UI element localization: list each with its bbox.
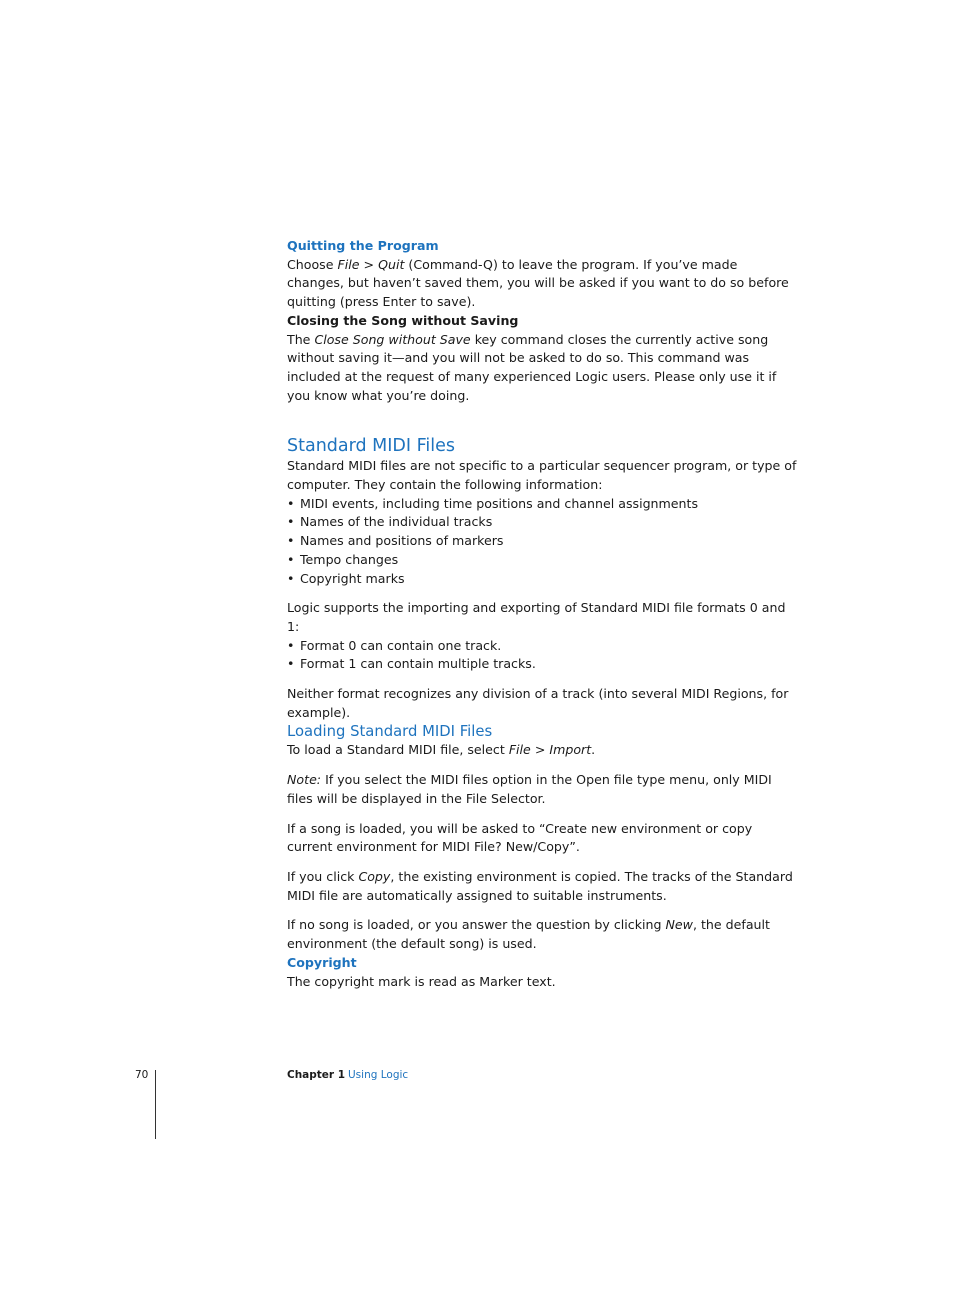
paragraph-song-loaded: If a song is loaded, you will be asked to “Create new environment or copy current environment for MIDI File? New/Copy”. [287, 820, 753, 855]
paragraph-copy [287, 868, 797, 905]
text-run: If you click [287, 868, 359, 884]
text-run: The [287, 331, 315, 347]
bullet-list-info [287, 495, 797, 589]
text-run-italic: Quit [378, 256, 405, 272]
list-item: • Copyright marks [287, 570, 797, 589]
text-run-italic: Copy [358, 868, 391, 884]
text-run: . [591, 742, 596, 758]
text-run-italic: New [665, 917, 693, 933]
text-run-italic: File [508, 742, 531, 758]
text-run: > [359, 256, 379, 272]
section-heading-quitting: Quitting the Program [287, 238, 439, 253]
paragraph-smf-intro: Standard MIDI files are not specific to a particular sequencer program, or type of computer. They contain the following information: [287, 458, 797, 493]
text-run: If you select the MIDI files option in the Open file type menu, only MIDI files will be displayed in the File Selector. [287, 772, 772, 806]
paragraph-no-song [287, 916, 797, 953]
list-item: • Format 0 can contain one track. [287, 637, 797, 656]
section-title-standard-midi-files: Standard MIDI Files [287, 436, 456, 457]
list-item: • Names of the individual tracks [287, 513, 797, 532]
paragraph-loading [287, 741, 797, 760]
paragraph-quitting [287, 256, 797, 312]
text-run: , the default environment (the default song) is used. [287, 917, 770, 952]
section-heading-closing: Closing the Song without Saving [287, 312, 519, 328]
footer-chapter-label: Chapter 1 [287, 1069, 346, 1081]
text-run: To load a Standard MIDI file, select [287, 742, 509, 758]
text-run: (Command-Q) to leave the program. If you’ve made changes, but haven’t saved them, you will be asked if you want to do so before quitting (press Enter to save). [287, 256, 789, 310]
text-run: > [530, 742, 550, 758]
footer-divider [155, 1070, 156, 1139]
note-label: Note: [287, 772, 322, 788]
section-heading-loading: Loading Standard MIDI Files [287, 723, 493, 741]
text-run: key command closes the currently active song without saving it—and you will not be asked to do so. This command was included at the request of many experienced Logic users. Please only use it if you know what you’re doing. [287, 331, 777, 403]
list-item: • MIDI events, including time positions and channel assignments [287, 495, 797, 514]
list-item: • Format 1 can contain multiple tracks. [287, 655, 797, 674]
paragraph-closing [287, 331, 797, 406]
page-content [287, 237, 797, 991]
bullet-list-formats [287, 637, 797, 674]
text-run: Choose [287, 256, 338, 272]
text-run-italic: Close Song without Save [314, 331, 471, 347]
paragraph-copyright: The copyright mark is read as Marker text. [287, 973, 556, 989]
paragraph-neither-format: Neither format recognizes any division of a track (into several MIDI Regions, for example). [287, 686, 789, 720]
footer-chapter-title: Using Logic [348, 1069, 409, 1081]
section-heading-copyright: Copyright [287, 954, 357, 970]
text-run-italic: Import [549, 742, 592, 758]
page-number: 70 [135, 1069, 149, 1081]
text-run: , the existing environment is copied. The tracks of the Standard MIDI file are automatically assigned to suitable instruments. [287, 868, 793, 903]
paragraph-formats-intro: Logic supports the importing and exporting of Standard MIDI file formats 0 and 1: [287, 600, 786, 634]
list-item: • Names and positions of markers [287, 532, 797, 551]
text-run: If no song is loaded, or you answer the question by clicking [287, 917, 666, 933]
text-run-italic: File [337, 256, 360, 272]
list-item: • Tempo changes [287, 551, 797, 570]
paragraph-note [287, 771, 797, 808]
